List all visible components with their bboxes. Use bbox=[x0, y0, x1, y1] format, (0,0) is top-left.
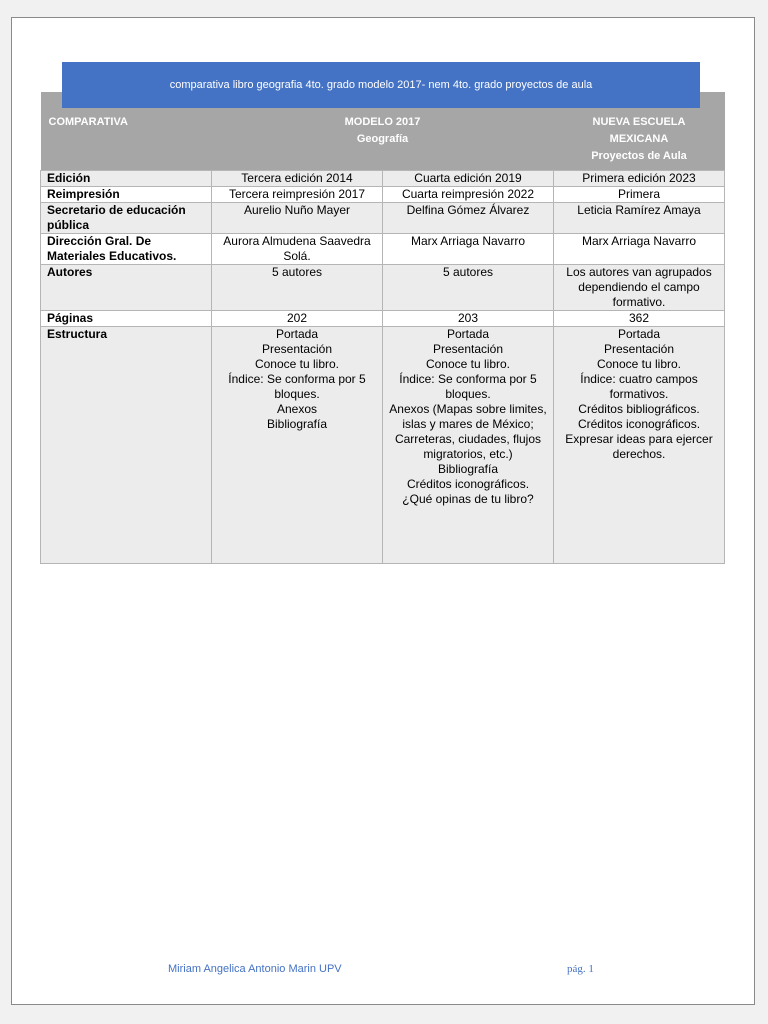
footer-author: Miriam Angelica Antonio Marin UPV bbox=[168, 963, 342, 975]
row-label-autores: Autores bbox=[41, 265, 212, 311]
cell-modelo-2017-b: 5 autores bbox=[383, 265, 554, 311]
cell-modelo-2017-b: Portada Presentación Conoce tu libro. Índice: Se conforma por 5 bloques. Anexos (Mapas sobre limites, islas y mares de México; Carreteras, ciudades, flujos migratorios, etc.) Bibliografía Créditos iconográficos. ¿Qué opinas de tu libro? bbox=[383, 327, 554, 564]
row-label-paginas: Páginas bbox=[41, 311, 212, 327]
cell-nem: Leticia Ramírez Amaya bbox=[554, 203, 725, 234]
row-label-direccion: Dirección Gral. De Materiales Educativos. bbox=[41, 234, 212, 265]
footer-page-number: pág. 1 bbox=[567, 963, 594, 975]
cell-nem: Primera edición 2023 bbox=[554, 171, 725, 187]
cell-modelo-2017-b: 203 bbox=[383, 311, 554, 327]
cell-modelo-2017: Portada Presentación Conoce tu libro. Índice: Se conforma por 5 bloques. Anexos Bibliografía bbox=[212, 327, 383, 564]
header-comparativa: COMPARATIVA bbox=[41, 92, 212, 171]
cell-modelo-2017: Tercera edición 2014 bbox=[212, 171, 383, 187]
banner-text: comparativa libro geografia 4to. grado modelo 2017- nem 4to. grado proyectos de aula bbox=[169, 79, 593, 91]
cell-nem: Los autores van agrupados dependiendo el campo formativo. bbox=[554, 265, 725, 311]
row-label-estructura: Estructura bbox=[41, 327, 212, 564]
table-row bbox=[41, 171, 725, 187]
table-row bbox=[41, 265, 725, 311]
cell-modelo-2017: 202 bbox=[212, 311, 383, 327]
cell-modelo-2017: Aurora Almudena Saavedra Solá. bbox=[212, 234, 383, 265]
cell-modelo-2017: Aurelio Nuño Mayer bbox=[212, 203, 383, 234]
row-label-reimpresion: Reimpresión bbox=[41, 187, 212, 203]
cell-modelo-2017-b: Marx Arriaga Navarro bbox=[383, 234, 554, 265]
cell-nem: Primera bbox=[554, 187, 725, 203]
cell-modelo-2017: 5 autores bbox=[212, 265, 383, 311]
cell-modelo-2017-b: Cuarta edición 2019 bbox=[383, 171, 554, 187]
table-row bbox=[41, 187, 725, 203]
table-row bbox=[41, 311, 725, 327]
table-row bbox=[41, 203, 725, 234]
cell-nem: Marx Arriaga Navarro bbox=[554, 234, 725, 265]
row-label-edicion: Edición bbox=[41, 171, 212, 187]
cell-modelo-2017: Tercera reimpresión 2017 bbox=[212, 187, 383, 203]
table-row bbox=[41, 234, 725, 265]
row-label-secretario: Secretario de educación pública bbox=[41, 203, 212, 234]
cell-nem: Portada Presentación Conoce tu libro. Índice: cuatro campos formativos. Créditos bibliográficos. Créditos iconográficos. Expresar ideas para ejercer derechos. bbox=[554, 327, 725, 564]
cell-modelo-2017-b: Cuarta reimpresión 2022 bbox=[383, 187, 554, 203]
header-modelo-2017: MODELO 2017 Geografía bbox=[212, 92, 554, 171]
cell-modelo-2017-b: Delfina Gómez Álvarez bbox=[383, 203, 554, 234]
comparison-table bbox=[40, 92, 725, 564]
header-nueva-escuela-mexicana: NUEVA ESCUELA MEXICANA Proyectos de Aula bbox=[554, 92, 725, 171]
table-row bbox=[41, 327, 725, 564]
cell-nem: 362 bbox=[554, 311, 725, 327]
document-title-banner bbox=[62, 62, 700, 108]
